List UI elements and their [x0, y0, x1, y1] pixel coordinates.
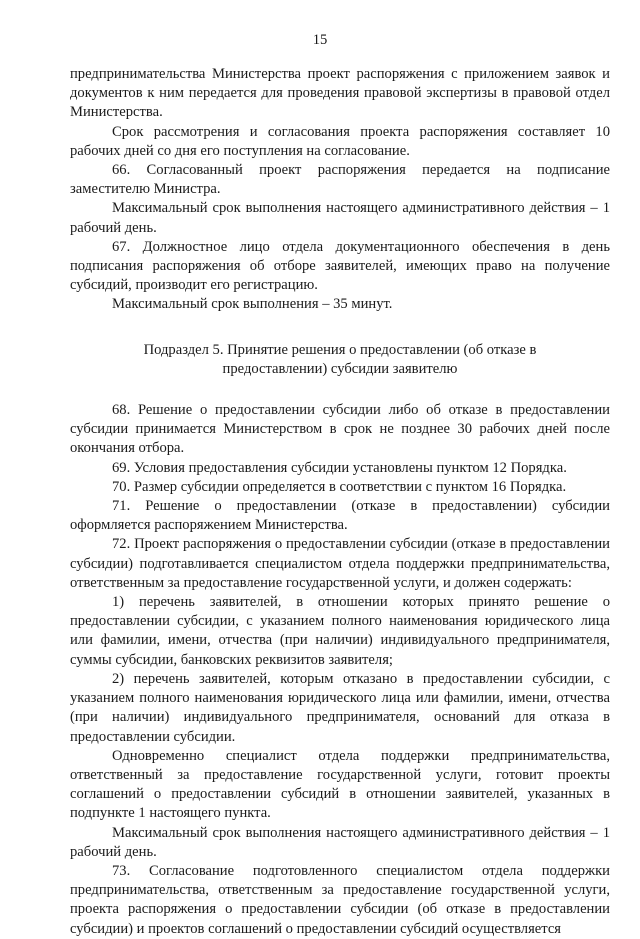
paragraph: 69. Условия предоставления субсидии установлены пунктом 12 Порядка.: [112, 459, 567, 476]
paragraph: 67. Должностное лицо отдела документационного обеспечения в день подписания распоряжения об отборе заявителей, имеющих право на получение субсидий, производит его регистрацию.: [70, 238, 610, 294]
paragraph: 70. Размер субсидии определяется в соответствии с пунктом 16 Порядка.: [112, 478, 567, 495]
paragraph: Одновременно специалист отдела поддержки предпринимательства, ответственный за предоставление государственной услуги, готовит проекты соглашений о предоставлении субсидий в отношении заявителей, указанных в подпункте 1 настоящего пункта.: [70, 747, 610, 822]
paragraph: предпринимательства Министерства проект распоряжения с приложением заявок и документов к ним передается для проведения правовой экспертизы в правовой отдел Министерства.: [70, 66, 610, 121]
paragraph: Максимальный срок выполнения настоящего административного действия – 1 рабочий день.: [70, 824, 610, 860]
section-heading: Подраздел 5. Принятие решения о предоставлении (об отказе в предоставлении) субсидии заявителю: [143, 341, 537, 377]
paragraph: 1) перечень заявителей, в отношении которых принято решение о предоставлении субсидии, с указанием полного наименования юридического лица или фамилии, имени, отчества (при наличии) индивидуального предпринимателя, суммы субсидии, банковских реквизитов заявителя;: [70, 594, 610, 668]
paragraph: Максимальный срок выполнения – 35 минут.: [112, 296, 393, 313]
paragraph: 2) перечень заявителей, которым отказано в предоставлении субсидии, с указанием полного наименования юридического лица или фамилии, имени, отчества (при наличии) индивидуального предпринимателя, оснований для отказа в предоставлении субсидии.: [70, 670, 610, 745]
paragraph: 71. Решение о предоставлении (отказе в предоставлении) субсидии оформляется распоряжением Министерства.: [70, 498, 610, 534]
paragraph: Срок рассмотрения и согласования проекта распоряжения составляет 10 рабочих дней со дня его поступления на согласование.: [70, 123, 610, 159]
paragraph: 68. Решение о предоставлении субсидии либо об отказе в предоставлении субсидии принимается Министерством в срок не позднее 30 рабочих дней после окончания отбора.: [70, 402, 610, 457]
paragraph: 72. Проект распоряжения о предоставлении субсидии (отказе в предоставлении субсидии) подготавливается специалистом отдела поддержки предпринимательства, ответственным за предоставление государственной услуги, и должен содержать:: [70, 536, 610, 591]
paragraph: 66. Согласованный проект распоряжения передается на подписание заместителю Министра.: [70, 162, 610, 198]
paragraph: Максимальный срок выполнения настоящего административного действия – 1 рабочий день.: [70, 200, 610, 236]
page-number: 15: [312, 32, 328, 48]
document-body: [70, 65, 610, 939]
paragraph: 73. Согласование подготовленного специалистом отдела поддержки предпринимательства, ответственным за предоставление государственной услуги, проекта распоряжения о предоставлении субсидии (об отказе в предоставлении субсидии) и проектов соглашений о предоставлении субсидий осуществляется: [70, 862, 610, 937]
